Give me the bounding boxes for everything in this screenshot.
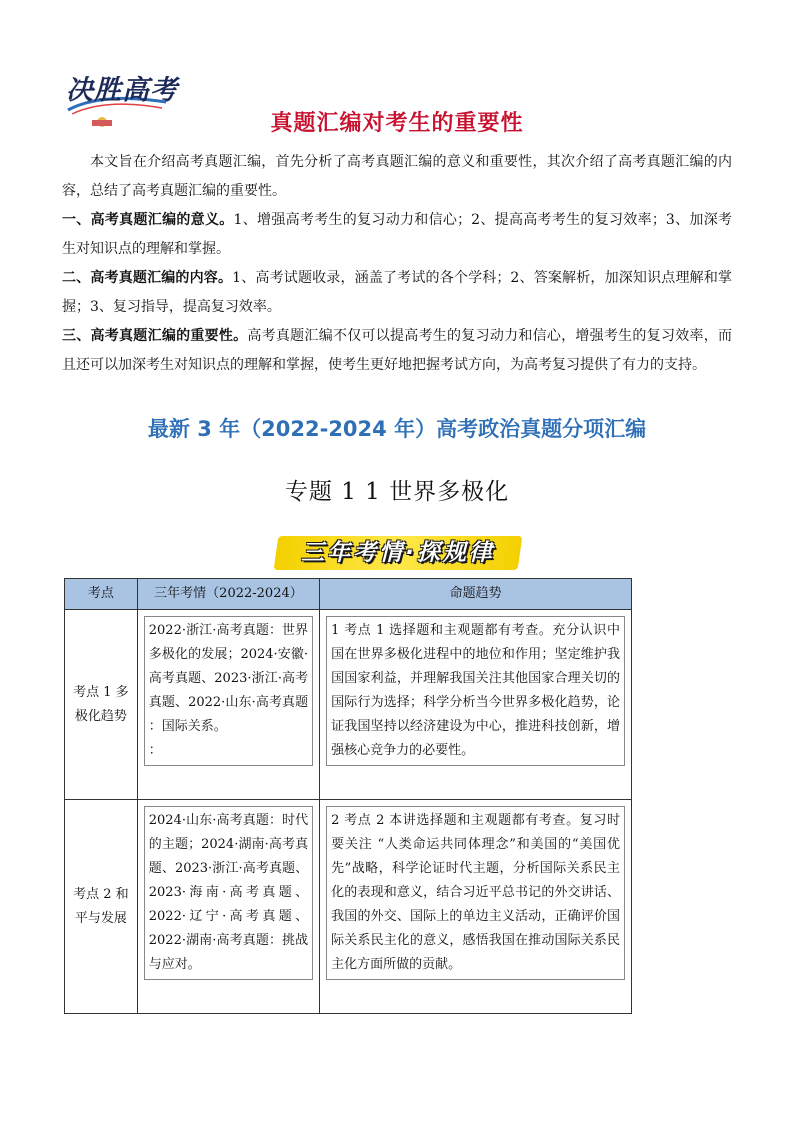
trend-inner: 1 考点 1 选择题和主观题都有考查。充分认识中国在世界多极化进程中的地位和作用；坚定维护我国国家利益，并理解我国关注其他国家合理关切的国际行为选择；科学分析当今世界多极化趋势，论证我国坚持以经济建设为中心，推进科技创新，增强核心竞争力的必要性。 [326, 616, 625, 766]
years-inner [144, 806, 313, 980]
collection-subtitle: 最新 3 年（2022-2024 年）高考政治真题分项汇编 [147, 417, 647, 441]
years-text: 2024·山东·高考真题：时代的主题；2024·湖南·高考真题、2023·浙江·高考真题、2023·海南·高考真题、2022·辽宁·高考真题、2022·湖南·高考真题：挑战与应对。 [148, 813, 309, 972]
table-row [65, 610, 632, 800]
section-3 [62, 322, 732, 380]
years-cell [137, 800, 319, 1014]
years-inner [144, 616, 313, 766]
section-1 [62, 206, 732, 264]
kaodian-cell: 考点 1 多极化趋势 [65, 610, 138, 800]
section-3-heading: 三、高考真题汇编的重要性。 [62, 328, 248, 344]
page-title: 真题汇编对考生的重要性 [270, 111, 524, 136]
section-2-body: 1、高考试题收录，涵盖了考试的各个学科；2、答案解析，加深知识点理解和掌握；3、复习指导，提高复习效率。 [62, 270, 733, 315]
years-cell [137, 610, 319, 800]
trend-cell [320, 800, 632, 1014]
years-extra: ： [148, 743, 162, 758]
exam-analysis-table [64, 578, 632, 1014]
trend-cell [320, 610, 632, 800]
header-years: 三年考情（2022-2024） [137, 579, 319, 610]
trend-inner: 2 考点 2 本讲选择题和主观题都有考查。复习时要关注 “人类命运共同体理念”和美国的“美国优先”战略，科学论证时代主题，分析国际关系民主化的表现和意义，结合习近平总书记的外交讲话、我国的外交、国际上的单边主义活动，正确评价国际关系民主化的意义，感悟我国在推动国际关系民主化方面所做的贡献。 [326, 806, 625, 980]
header-kaodian: 考点 [65, 579, 138, 610]
topic-title: 专题 1 1 世界多极化 [284, 479, 510, 505]
header-trend: 命题趋势 [320, 579, 632, 610]
table-row [65, 800, 632, 1014]
logo-text: 决胜高考 [66, 75, 178, 106]
banner-title: 三年考情·探规律 [301, 540, 495, 566]
section-2 [62, 264, 732, 322]
section-3-body: 高考真题汇编不仅可以提高考生的复习动力和信心，增强考生的复习效率，而且还可以加深考生对知识点的理解和掌握，使考生更好地把握考试方向，为高考复习提供了有力的支持。 [62, 328, 732, 373]
table-header-row [65, 579, 632, 610]
years-text: 2022·浙江·高考真题：世界多极化的发展；2024·安徽·高考真题、2023·浙江·高考真题、2022·山东·高考真题 ：国际关系。 [148, 623, 309, 734]
section-2-heading: 二、高考真题汇编的内容。 [62, 270, 233, 286]
intro-paragraph: 本文旨在介绍高考真题汇编，首先分析了高考真题汇编的意义和重要性，其次介绍了高考真题汇编的内容，总结了高考真题汇编的重要性。 [62, 154, 732, 199]
section-1-body: 1、增强高考考生的复习动力和信心；2、提高高考考生的复习效率；3、加深考生对知识点的理解和掌握。 [62, 212, 732, 257]
section-1-heading: 一、高考真题汇编的意义。 [62, 212, 234, 228]
kaodian-cell: 考点 2 和平与发展 [65, 800, 138, 1014]
